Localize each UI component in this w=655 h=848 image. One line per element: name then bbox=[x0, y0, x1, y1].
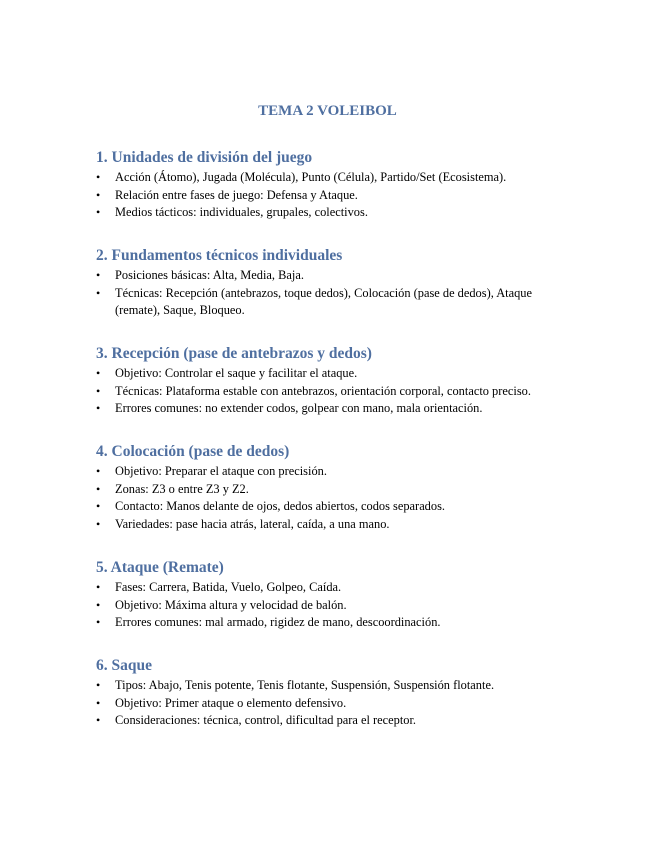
list-item-text: Técnicas: Recepción (antebrazos, toque dedos), Colocación (pase de dedos), Ataque (remate), Saque, Bloqueo. bbox=[115, 285, 532, 318]
list-item bbox=[96, 695, 566, 713]
list-item-text: Fases: Carrera, Batida, Vuelo, Golpeo, Caída. bbox=[115, 580, 342, 594]
section-fundamentos bbox=[96, 246, 566, 320]
document-title: TEMA 2 VOLEIBOL bbox=[258, 103, 397, 119]
list-item-text: Variedades: pase hacia atrás, lateral, caída, a una mano. bbox=[115, 516, 390, 531]
bullet-list bbox=[96, 267, 566, 320]
section-heading: 2. Fundamentos técnicos individuales bbox=[96, 247, 343, 264]
list-item-text: Objetivo: Primer ataque o elemento defensivo. bbox=[115, 695, 347, 710]
list-item-text: Medios tácticos: individuales, grupales, colectivos. bbox=[115, 205, 368, 220]
bullet-icon: • bbox=[96, 285, 101, 300]
list-item bbox=[96, 677, 566, 695]
bullet-icon: • bbox=[96, 205, 101, 220]
bullet-icon: • bbox=[96, 615, 101, 630]
list-item bbox=[96, 400, 566, 418]
list-item-text: Zonas: Z3 o entre Z3 y Z2. bbox=[115, 481, 249, 496]
list-item bbox=[96, 204, 566, 222]
section-heading: 1. Unidades de división del juego bbox=[96, 149, 313, 166]
list-item bbox=[96, 597, 566, 615]
list-item bbox=[96, 463, 566, 481]
list-item-text: Posiciones básicas: Alta, Media, Baja. bbox=[115, 268, 304, 282]
bullet-icon: • bbox=[96, 464, 101, 478]
list-item-text: Técnicas: Plataforma estable con antebrazos, orientación corporal, contacto preciso. bbox=[115, 383, 531, 398]
section-heading: 6. Saque bbox=[96, 657, 152, 674]
bullet-list bbox=[96, 463, 566, 533]
bullet-icon: • bbox=[96, 713, 101, 728]
bullet-icon: • bbox=[96, 401, 101, 416]
list-item-text: Objetivo: Controlar el saque y facilitar el ataque. bbox=[115, 366, 358, 380]
bullet-icon: • bbox=[96, 268, 101, 282]
bullet-icon: • bbox=[96, 597, 101, 612]
list-item bbox=[96, 169, 566, 187]
bullet-icon: • bbox=[96, 187, 101, 202]
bullet-icon: • bbox=[96, 366, 101, 380]
section-ataque bbox=[96, 558, 566, 632]
list-item-text: Objetivo: Preparar el ataque con precisión. bbox=[115, 464, 327, 478]
bullet-icon: • bbox=[96, 695, 101, 710]
section-unidades bbox=[96, 148, 566, 222]
list-item bbox=[96, 579, 566, 597]
list-item bbox=[96, 481, 566, 499]
list-item bbox=[96, 498, 566, 516]
list-item bbox=[96, 267, 566, 285]
bullet-list bbox=[96, 365, 566, 418]
bullet-icon: • bbox=[96, 499, 101, 514]
section-heading: 3. Recepción (pase de antebrazos y dedos) bbox=[96, 345, 372, 362]
list-item bbox=[96, 187, 566, 205]
bullet-list bbox=[96, 169, 566, 222]
list-item bbox=[96, 383, 566, 401]
bullet-list bbox=[96, 677, 566, 730]
bullet-icon: • bbox=[96, 481, 101, 496]
list-item bbox=[96, 712, 566, 730]
bullet-icon: • bbox=[96, 516, 101, 531]
bullet-icon: • bbox=[96, 170, 101, 184]
list-item bbox=[96, 365, 566, 383]
list-item-text: Contacto: Manos delante de ojos, dedos abiertos, codos separados. bbox=[115, 499, 445, 514]
section-recepcion bbox=[96, 344, 566, 418]
list-item-text: Objetivo: Máxima altura y velocidad de balón. bbox=[115, 597, 347, 612]
list-item-text: Consideraciones: técnica, control, dificultad para el receptor. bbox=[115, 713, 417, 728]
list-item-text: Errores comunes: no extender codos, golpear con mano, mala orientación. bbox=[115, 401, 483, 416]
bullet-icon: • bbox=[96, 580, 101, 594]
bullet-icon: • bbox=[96, 383, 101, 398]
list-item-text: Tipos: Abajo, Tenis potente, Tenis flotante, Suspensión, Suspensión flotante. bbox=[115, 678, 495, 692]
section-heading: 4. Colocación (pase de dedos) bbox=[96, 443, 290, 460]
section-saque bbox=[96, 656, 566, 730]
list-item bbox=[96, 285, 566, 320]
bullet-icon: • bbox=[96, 678, 101, 692]
list-item-text: Relación entre fases de juego: Defensa y Ataque. bbox=[115, 187, 358, 202]
list-item bbox=[96, 614, 566, 632]
section-heading: 5. Ataque (Remate) bbox=[96, 559, 224, 576]
bullet-list bbox=[96, 579, 566, 632]
section-colocacion bbox=[96, 442, 566, 533]
list-item-text: Acción (Átomo), Jugada (Molécula), Punto (Célula), Partido/Set (Ecosistema). bbox=[115, 170, 507, 184]
list-item-text: Errores comunes: mal armado, rigidez de mano, descoordinación. bbox=[115, 615, 441, 630]
list-item bbox=[96, 516, 566, 534]
